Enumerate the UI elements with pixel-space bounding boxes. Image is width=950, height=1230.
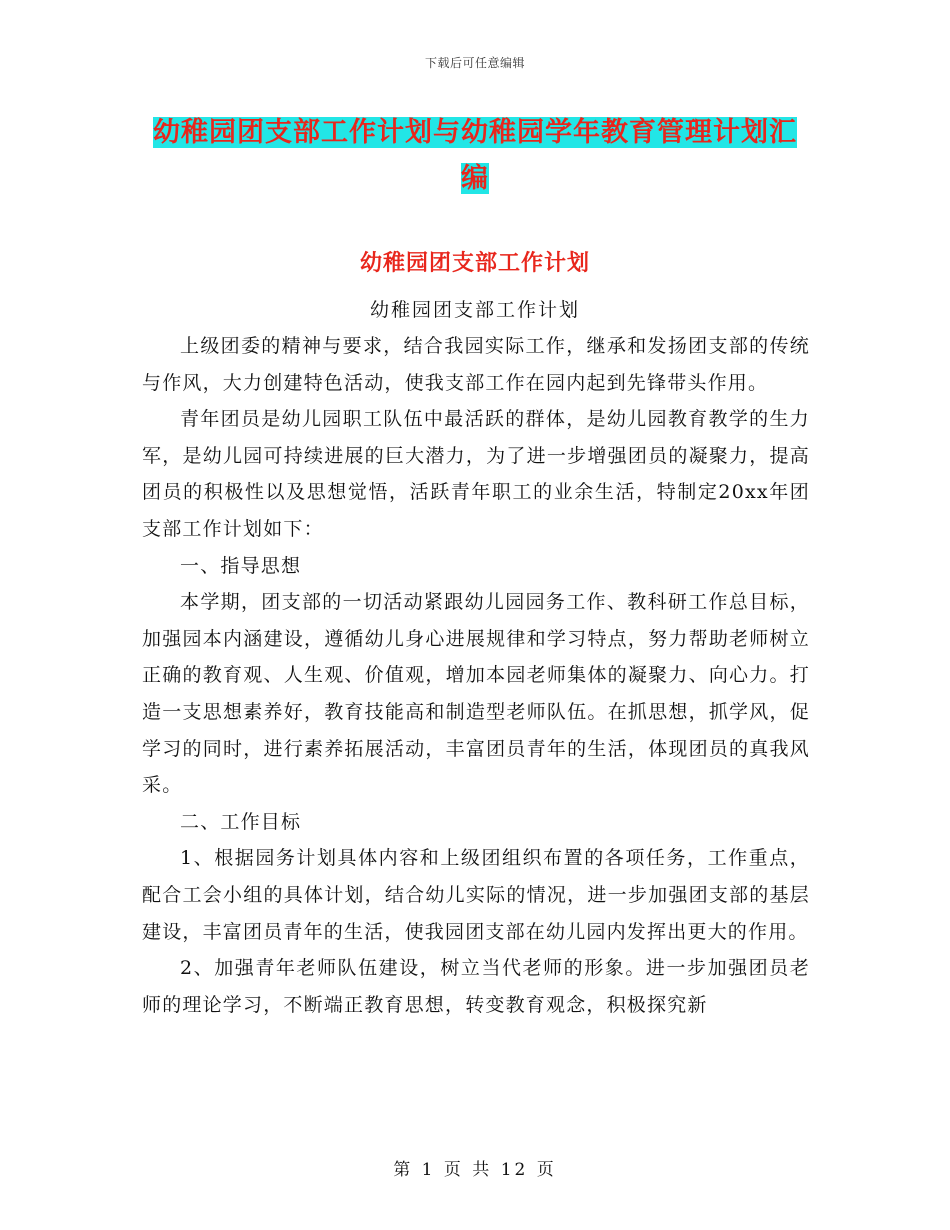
section-title: 幼稚园团支部工作计划 <box>359 250 590 276</box>
paragraph: 本学期，团支部的一切活动紧跟幼儿园园务工作、教科研工作总目标，加强园本内涵建设，遵循幼儿身心进展规律和学习特点，努力帮助老师树立正确的教育观、人生观、价值观，增加本园老师集体的凝聚力、向心力。打造一支思想素养好，教育技能高和制造型老师队伍。在抓思想，抓学风，促学习的同时，进行素养拓展活动，丰富团员青年的生活，体现团员的真我风采。 <box>142 591 810 797</box>
paragraph: 青年团员是幼儿园职工队伍中最活跃的群体，是幼儿园教育教学的生力军，是幼儿园可持续进展的巨大潜力，为了进一步增强团员的凝聚力，提高团员的积极性以及思想觉悟，活跃青年职工的业余生活，特制定20xx年团支部工作计划如下： <box>142 408 810 540</box>
page-number-footer: 第 1 页 共 12 页 <box>393 1160 557 1180</box>
paragraph-heading: 一、指导思想 <box>180 554 302 577</box>
paragraph: 2、加强青年老师队伍建设，树立当代老师的形象。进一步加强团员老师的理论学习，不断端正教育思想，转变教育观念，积极探究新 <box>142 957 810 1016</box>
document-title-text: 幼稚园团支部工作计划与幼稚园学年教育管理计划汇编 <box>153 117 797 194</box>
document-body <box>142 328 810 1023</box>
page-header-note: 下载后可任意编辑 <box>424 56 525 70</box>
section-subtitle: 幼稚园团支部工作计划 <box>369 299 580 321</box>
paragraph-heading: 二、工作目标 <box>180 810 302 833</box>
paragraph: 1、根据园务计划具体内容和上级团组织布置的各项任务，工作重点，配合工会小组的具体计划，结合幼儿实际的情况，进一步加强团支部的基层建设，丰富团员青年的生活，使我园团支部在幼儿园内发挥出更大的作用。 <box>142 847 810 943</box>
paragraph: 上级团委的精神与要求，结合我园实际工作，继承和发扬团支部的传统与作风，大力创建特色活动，使我支部工作在园内起到先锋带头作用。 <box>142 335 810 394</box>
document-title <box>140 110 810 202</box>
